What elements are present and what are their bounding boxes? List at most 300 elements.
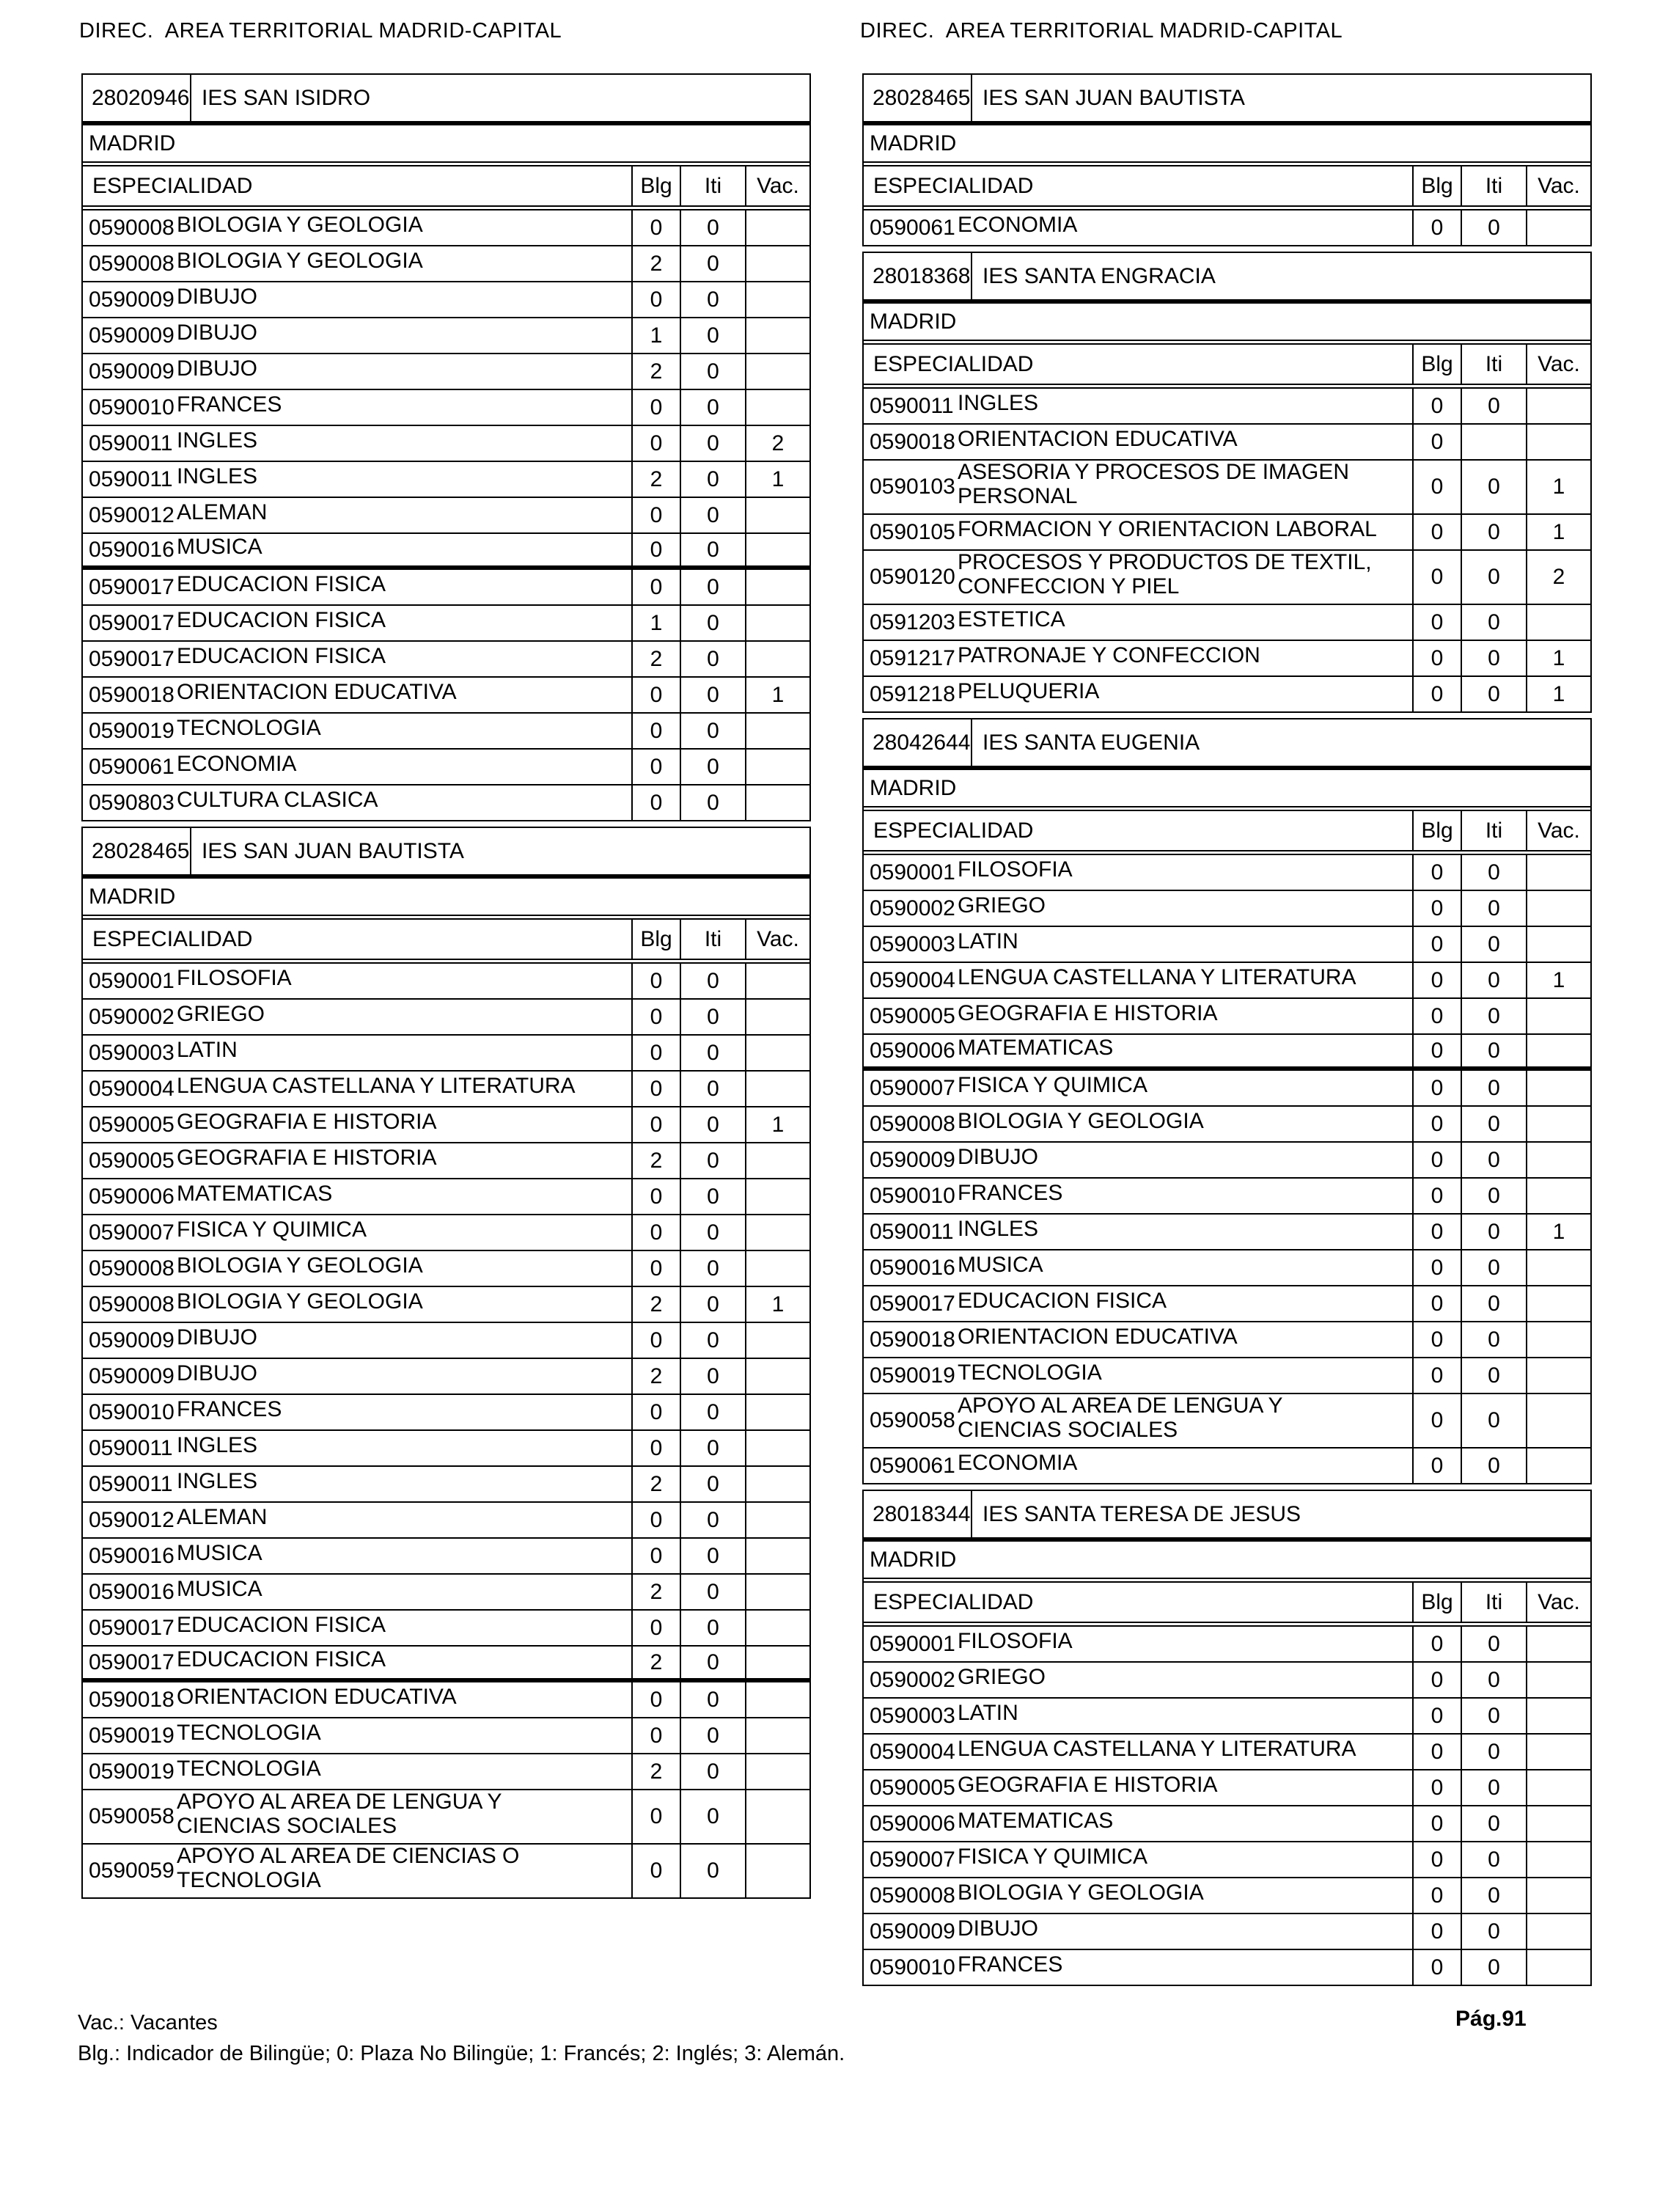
specialty-row <box>864 1878 1590 1914</box>
blg-header: Blg <box>1414 811 1462 850</box>
specialty-code: 0591218 <box>870 681 955 706</box>
iti-value: 0 <box>681 1845 746 1897</box>
specialty-cell <box>864 855 1414 890</box>
specialty-label-line: EDUCACION FISICA <box>177 572 386 596</box>
specialty-label-line: APOYO AL AREA DE LENGUA Y <box>958 1394 1283 1418</box>
specialty-row <box>864 605 1590 641</box>
specialty-label <box>958 1737 1356 1761</box>
blg-value: 0 <box>633 1251 681 1286</box>
specialty-label <box>177 285 257 309</box>
vac-value <box>1527 1806 1590 1841</box>
iti-value: 0 <box>1462 855 1527 890</box>
specialty-code: 0590059 <box>89 1858 175 1883</box>
specialty-cell <box>83 1251 633 1286</box>
vac-value <box>1527 1286 1590 1321</box>
specialty-row <box>83 1395 809 1431</box>
column-header-row <box>83 166 809 210</box>
specialty-cell <box>83 1754 633 1789</box>
specialty-label <box>958 929 1018 953</box>
vac-value <box>1527 855 1590 890</box>
school-table <box>862 718 1592 1484</box>
specialty-label-line: FISICA Y QUIMICA <box>177 1217 367 1242</box>
specialty-cell <box>83 1611 633 1645</box>
iti-value: 0 <box>681 1323 746 1358</box>
blg-value: 0 <box>633 1539 681 1573</box>
specialty-label <box>177 1002 265 1026</box>
specialty-label <box>958 1629 1073 1653</box>
vac-value <box>746 1467 809 1501</box>
vac-value <box>746 785 809 820</box>
vac-value <box>1527 1107 1590 1141</box>
blg-value: 1 <box>633 606 681 640</box>
vac-value <box>746 1251 809 1286</box>
iti-value: 0 <box>681 246 746 281</box>
specialty-label <box>958 213 1077 237</box>
vac-value <box>1527 1394 1590 1447</box>
blg-value: 0 <box>633 534 681 565</box>
specialty-cell <box>83 390 633 425</box>
blg-value: 0 <box>1414 1842 1462 1877</box>
specialty-label-line: BIOLOGIA Y GEOLOGIA <box>177 213 423 237</box>
school-table <box>862 252 1592 713</box>
blg-header: Blg <box>633 920 681 959</box>
school-name: IES SAN JUAN BAUTISTA <box>202 838 464 863</box>
specialty-code: 0590009 <box>870 1147 955 1172</box>
blg-value: 0 <box>1414 210 1462 245</box>
specialty-label-line: TECNOLOGIA <box>177 1868 321 1892</box>
blg-value: 0 <box>633 1790 681 1843</box>
specialty-row <box>83 678 809 714</box>
especialidad-header: ESPECIALIDAD <box>864 1583 1414 1622</box>
page-number: Pág.91 <box>1455 2007 1527 2031</box>
specialty-label-line: DIBUJO <box>177 321 258 345</box>
school-code: 28028465 <box>864 75 972 121</box>
specialty-row <box>83 1718 809 1754</box>
specialty-row <box>864 927 1590 963</box>
specialty-code: 0590017 <box>89 610 175 635</box>
iti-value: 0 <box>681 462 746 497</box>
specialty-label-line: MATEMATICAS <box>177 1182 333 1206</box>
specialty-label-line: ALEMAN <box>177 1505 268 1529</box>
specialty-label-line: FILOSOFIA <box>958 857 1073 882</box>
vac-value <box>746 354 809 389</box>
blg-value: 0 <box>633 498 681 532</box>
specialty-cell <box>864 515 1414 549</box>
specialty-label <box>958 1701 1018 1725</box>
iti-value: 0 <box>681 785 746 820</box>
blg-value: 2 <box>633 462 681 497</box>
specialty-cell <box>864 1449 1414 1483</box>
specialty-row <box>83 1647 809 1682</box>
iti-value: 0 <box>681 1647 746 1678</box>
specialty-label <box>958 1073 1147 1097</box>
blg-value: 0 <box>1414 1449 1462 1483</box>
blg-value: 0 <box>1414 515 1462 549</box>
specialty-label <box>958 1665 1046 1689</box>
vac-value: 1 <box>1552 475 1565 499</box>
iti-value: 0 <box>681 1179 746 1214</box>
specialty-code: 0590016 <box>870 1255 955 1280</box>
specialty-label <box>177 966 292 990</box>
school-code: 28020946 <box>83 75 191 121</box>
specialty-label-line: ASESORIA Y PROCESOS DE IMAGEN <box>958 461 1350 484</box>
specialty-label-line: EDUCACION FISICA <box>177 1613 386 1637</box>
vac-value <box>1527 999 1590 1033</box>
specialty-label <box>177 1685 457 1709</box>
specialty-cell <box>864 891 1414 926</box>
iti-value: 0 <box>1462 1071 1527 1105</box>
specialty-label <box>958 1916 1038 1941</box>
specialty-cell <box>83 1503 633 1537</box>
specialty-label <box>958 1325 1238 1349</box>
blg-value: 0 <box>1414 605 1462 640</box>
specialty-label-line: TECNOLOGIA <box>177 716 321 740</box>
specialty-row <box>864 551 1590 605</box>
vac-value <box>1527 1914 1590 1949</box>
blg-value: 0 <box>1414 1358 1462 1393</box>
blg-value: 0 <box>633 210 681 245</box>
specialty-label <box>958 1181 1062 1205</box>
vac-value <box>746 498 809 532</box>
specialty-code: 0590008 <box>870 1111 955 1136</box>
blg-value: 0 <box>1414 425 1462 459</box>
iti-header: Iti <box>681 166 746 205</box>
vac-value <box>1527 210 1590 245</box>
school-header-row <box>864 75 1590 125</box>
iti-value: 0 <box>1462 1914 1527 1949</box>
blg-value: 0 <box>1414 1179 1462 1213</box>
iti-value: 0 <box>681 1000 746 1034</box>
specialty-label-line: ECONOMIA <box>958 1451 1078 1475</box>
specialty-row <box>864 677 1590 713</box>
vac-value <box>746 1179 809 1214</box>
specialty-cell <box>864 641 1414 675</box>
specialty-label <box>177 1182 332 1206</box>
specialty-code: 0590004 <box>870 1739 955 1764</box>
specialty-code: 0590018 <box>89 1687 175 1712</box>
specialty-code: 0590012 <box>89 1507 175 1532</box>
blg-value: 0 <box>1414 1286 1462 1321</box>
vac-value <box>1527 1358 1590 1393</box>
iti-value: 0 <box>681 1072 746 1106</box>
specialty-row <box>864 210 1590 246</box>
specialty-code: 0590018 <box>870 429 955 454</box>
specialty-code: 0590009 <box>89 287 175 312</box>
specialty-label-line: LATIN <box>177 1038 238 1062</box>
specialty-label <box>958 427 1238 451</box>
specialty-code: 0590007 <box>870 1847 955 1872</box>
specialty-code: 0590007 <box>870 1075 955 1100</box>
specialty-label-line: GRIEGO <box>958 1665 1046 1689</box>
specialty-label <box>958 391 1038 415</box>
specialty-cell <box>864 1035 1414 1066</box>
blg-value: 2 <box>633 1467 681 1501</box>
blg-value: 0 <box>1414 1322 1462 1357</box>
specialty-label-line: DIBUJO <box>177 1361 258 1385</box>
vac-value <box>746 1143 809 1178</box>
blg-value: 2 <box>633 1575 681 1609</box>
specialty-label <box>177 1433 257 1457</box>
specialty-label-line: MUSICA <box>177 535 262 559</box>
specialty-cell <box>83 1000 633 1034</box>
specialty-row <box>864 389 1590 425</box>
iti-value: 0 <box>681 570 746 604</box>
municipality-row: MADRID <box>864 125 1590 166</box>
specialty-code: 0590016 <box>89 537 175 562</box>
specialty-code: 0590002 <box>89 1004 175 1029</box>
vac-value: 1 <box>1552 681 1565 706</box>
specialty-cell <box>864 1394 1414 1447</box>
specialty-label <box>177 1074 576 1098</box>
specialty-code: 0590005 <box>89 1148 175 1173</box>
iti-value: 0 <box>681 642 746 676</box>
vac-value <box>1527 1322 1590 1357</box>
vac-value: 2 <box>1552 565 1565 589</box>
specialty-cell <box>864 1950 1414 1985</box>
iti-value: 0 <box>681 390 746 425</box>
vac-value: 1 <box>1552 645 1565 670</box>
specialty-row <box>83 1179 809 1215</box>
specialty-label <box>958 1952 1062 1977</box>
specialty-label-line: EDUCACION FISICA <box>177 608 386 632</box>
iti-value: 0 <box>681 1036 746 1070</box>
specialty-label <box>958 643 1260 667</box>
specialty-label-line: EDUCACION FISICA <box>958 1289 1167 1313</box>
specialty-cell <box>83 1431 633 1465</box>
iti-value: 0 <box>1462 515 1527 549</box>
blg-value: 0 <box>633 390 681 425</box>
vac-value <box>1527 389 1590 423</box>
iti-value: 0 <box>1462 1950 1527 1985</box>
blg-value: 0 <box>633 1503 681 1537</box>
iti-value: 0 <box>681 498 746 532</box>
vac-header: Vac. <box>1538 351 1580 376</box>
specialty-row <box>864 1179 1590 1215</box>
specialty-row <box>864 1250 1590 1286</box>
specialty-cell <box>864 999 1414 1033</box>
vac-value: 1 <box>771 466 785 491</box>
specialty-code: 0590103 <box>870 475 955 499</box>
column-header-row <box>864 1583 1590 1627</box>
specialty-row <box>83 1503 809 1539</box>
iti-header: Iti <box>1462 345 1527 384</box>
especialidad-header: ESPECIALIDAD <box>864 166 1414 205</box>
blg-value: 0 <box>1414 1770 1462 1805</box>
specialty-cell <box>83 1845 633 1897</box>
specialty-label-line: DIBUJO <box>958 1916 1039 1941</box>
vac-value <box>1527 1627 1590 1661</box>
specialty-code: 0590005 <box>89 1112 175 1137</box>
school-code: 28018368 <box>864 253 972 299</box>
iti-value: 0 <box>1462 461 1527 513</box>
specialty-code: 0590009 <box>89 359 175 384</box>
specialty-label-line: GRIEGO <box>177 1002 265 1026</box>
specialty-code: 0590058 <box>870 1408 955 1432</box>
vac-value <box>746 1072 809 1106</box>
specialty-cell <box>83 642 633 676</box>
especialidad-header: ESPECIALIDAD <box>83 166 633 205</box>
blg-value: 0 <box>633 785 681 820</box>
specialty-label-line: ORIENTACION EDUCATIVA <box>177 1685 457 1709</box>
specialty-cell <box>83 1718 633 1753</box>
specialty-cell <box>83 606 633 640</box>
specialty-cell <box>83 1072 633 1106</box>
vac-value <box>1527 1699 1590 1733</box>
specialty-cell <box>83 282 633 317</box>
specialty-code: 0590011 <box>870 393 954 418</box>
iti-value: 0 <box>1462 1842 1527 1877</box>
vac-value <box>746 1754 809 1789</box>
blg-value: 0 <box>1414 1878 1462 1913</box>
specialty-cell <box>864 1322 1414 1357</box>
specialty-row <box>83 390 809 426</box>
school-table <box>862 1490 1592 1986</box>
specialty-row <box>864 1143 1590 1179</box>
iti-value: 0 <box>1462 1878 1527 1913</box>
vac-value <box>1527 1035 1590 1066</box>
specialty-row <box>864 425 1590 461</box>
specialty-label <box>177 1757 321 1781</box>
specialty-label <box>958 679 1099 703</box>
school-name: IES SANTA TERESA DE JESUS <box>983 1501 1301 1526</box>
blg-value: 0 <box>633 1845 681 1897</box>
blg-value: 2 <box>633 1359 681 1394</box>
specialty-label <box>177 1038 238 1062</box>
specialty-label-line: GEOGRAFIA E HISTORIA <box>958 1773 1218 1797</box>
specialty-label-line: INGLES <box>177 464 258 488</box>
specialty-code: 0590017 <box>89 574 175 599</box>
specialty-code: 0590061 <box>870 1453 955 1478</box>
specialty-row <box>83 1287 809 1323</box>
vac-value <box>1527 1950 1590 1985</box>
specialty-code: 0590017 <box>870 1291 955 1316</box>
specialty-code: 0590007 <box>89 1220 175 1245</box>
blg-header: Blg <box>1414 166 1462 205</box>
specialty-cell <box>864 1735 1414 1769</box>
specialty-label <box>958 607 1065 631</box>
blg-value: 0 <box>633 1395 681 1429</box>
specialty-code: 0590003 <box>870 1703 955 1728</box>
school-name: IES SAN JUAN BAUTISTA <box>983 85 1245 110</box>
school-name: IES SAN ISIDRO <box>202 85 371 110</box>
specialty-row <box>83 246 809 282</box>
specialty-label-line: INGLES <box>958 391 1039 415</box>
specialty-cell <box>83 678 633 712</box>
iti-value: 0 <box>681 1611 746 1645</box>
specialty-label-line: FRANCES <box>958 1181 1063 1205</box>
specialty-code: 0590120 <box>870 565 955 589</box>
school-name: IES SANTA ENGRACIA <box>983 263 1216 288</box>
specialty-label-line: CONFECCION Y PIEL <box>958 574 1180 598</box>
specialty-label-line: TECNOLOGIA <box>177 1721 321 1745</box>
specialty-code: 0590017 <box>89 646 175 671</box>
specialty-label-line: GRIEGO <box>958 893 1046 918</box>
specialty-row <box>864 891 1590 927</box>
specialty-label-line: GEOGRAFIA E HISTORIA <box>958 1001 1218 1025</box>
specialty-cell <box>864 1914 1414 1949</box>
iti-value: 0 <box>681 210 746 245</box>
specialty-label <box>958 517 1377 541</box>
vac-value <box>746 246 809 281</box>
vac-header: Vac. <box>757 926 799 951</box>
specialty-row <box>83 642 809 678</box>
specialty-label <box>177 500 267 524</box>
iti-value: 0 <box>1462 1770 1527 1805</box>
vac-value <box>746 282 809 317</box>
specialty-label <box>177 1217 367 1242</box>
specialty-cell <box>864 1358 1414 1393</box>
specialty-row <box>864 1449 1590 1484</box>
specialty-cell <box>83 1359 633 1394</box>
specialty-code: 0590019 <box>89 1759 175 1784</box>
specialty-cell <box>83 1647 633 1678</box>
blg-value: 0 <box>1414 1914 1462 1949</box>
specialty-label-line: BIOLOGIA Y GEOLOGIA <box>177 1289 423 1314</box>
vac-value <box>746 1323 809 1358</box>
specialty-row <box>83 426 809 462</box>
specialty-row <box>83 1575 809 1611</box>
blg-value: 0 <box>1414 1394 1462 1447</box>
blg-value: 2 <box>633 1754 681 1789</box>
blg-value: 0 <box>633 964 681 998</box>
vac-value <box>1527 1449 1590 1483</box>
specialty-label-line: MUSICA <box>177 1541 262 1565</box>
specialty-row <box>864 1806 1590 1842</box>
specialty-label-line: FRANCES <box>958 1952 1063 1977</box>
specialty-row <box>864 1107 1590 1143</box>
iti-value: 0 <box>681 1682 746 1717</box>
specialty-label-line: ORIENTACION EDUCATIVA <box>958 427 1238 451</box>
specialty-cell <box>864 1699 1414 1733</box>
specialty-code: 0590002 <box>870 1667 955 1692</box>
specialty-code: 0590005 <box>870 1003 955 1028</box>
vac-value <box>746 750 809 784</box>
specialty-label <box>958 1145 1038 1169</box>
specialty-cell <box>864 1878 1414 1913</box>
specialty-label <box>177 1790 502 1838</box>
specialty-code: 0590010 <box>89 1399 175 1424</box>
specialty-code: 0590018 <box>870 1327 955 1352</box>
vac-value <box>746 318 809 353</box>
specialty-cell <box>864 927 1414 962</box>
vac-value <box>1527 1143 1590 1177</box>
iti-value: 0 <box>1462 641 1527 675</box>
especialidad-header: ESPECIALIDAD <box>864 811 1414 850</box>
blg-value: 0 <box>633 426 681 461</box>
iti-value: 0 <box>1462 1449 1527 1483</box>
specialty-label <box>177 1469 257 1493</box>
specialty-label-line: APOYO AL AREA DE LENGUA Y <box>177 1790 502 1814</box>
specialty-label <box>177 1721 321 1745</box>
specialty-row <box>864 1394 1590 1449</box>
specialty-label-line: ALEMAN <box>177 500 268 524</box>
specialty-label <box>958 857 1073 882</box>
vac-value <box>746 570 809 604</box>
iti-value: 0 <box>1462 1627 1527 1661</box>
blg-value: 0 <box>1414 1143 1462 1177</box>
specialty-code: 0590006 <box>870 1038 955 1063</box>
specialty-label <box>177 1110 437 1134</box>
specialty-code: 0590005 <box>870 1775 955 1800</box>
specialty-code: 0590011 <box>89 1471 173 1496</box>
specialty-label <box>958 1394 1283 1442</box>
specialty-label-line: FORMACION Y ORIENTACION LABORAL <box>958 517 1377 541</box>
specialty-label-line: DIBUJO <box>958 1145 1039 1169</box>
specialty-label-line: FILOSOFIA <box>958 1629 1073 1653</box>
specialty-label <box>177 716 321 740</box>
specialty-label-line: MUSICA <box>177 1577 262 1601</box>
blg-value: 2 <box>633 354 681 389</box>
